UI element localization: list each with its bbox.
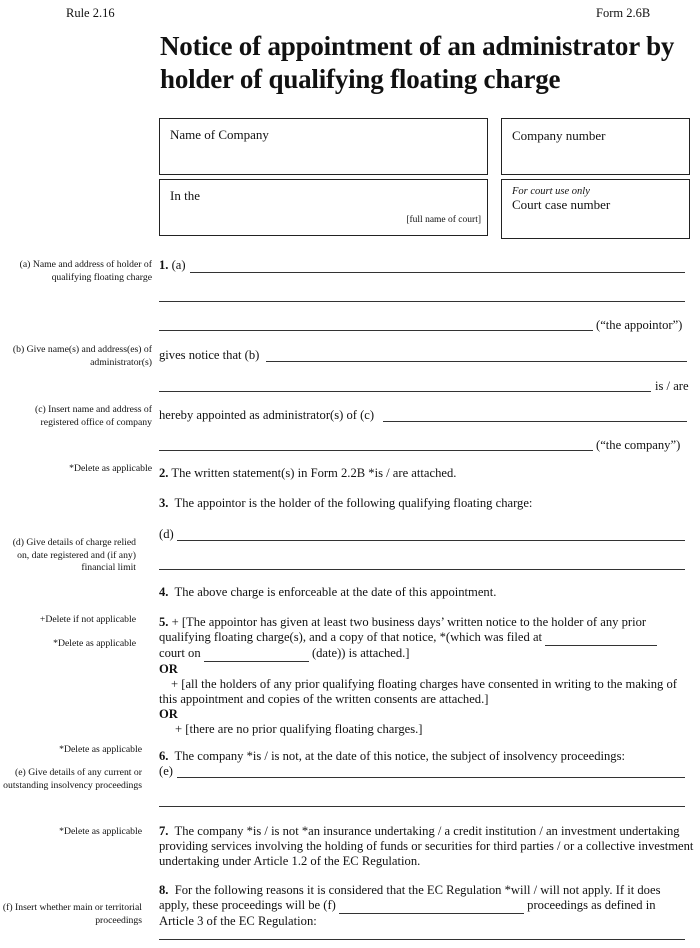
margin-note-delete-7: *Delete as applicable <box>59 826 142 837</box>
charge-line-1[interactable] <box>177 540 685 541</box>
filed-at-court-field[interactable] <box>545 630 657 646</box>
page-title: Notice of appointment of an administrator by holder of qualifying floating charge <box>160 31 675 94</box>
margin-note-a: (a) Name and address of holder of qualifying floating charge <box>19 259 152 283</box>
court-name-box[interactable] <box>159 179 488 236</box>
section-2: 2. The written statement(s) in Form 2.2B *is / are attached. <box>159 466 457 480</box>
administrator-line-2[interactable] <box>159 391 651 392</box>
section-3: 3. The appointor is the holder of the following qualifying floating charge: <box>159 496 533 510</box>
proceedings-line-1[interactable] <box>177 777 685 778</box>
margin-note-f: (f) Insert whether main or territorial proceedings <box>2 902 142 926</box>
company-name-box[interactable] <box>159 118 488 175</box>
section-6: 6. The company *is / is not, at the date of this notice, the subject of insolvency proceedings: <box>159 749 625 763</box>
section-7: 7. The company *is / is not *an insurance undertaking / a credit institution / an investment undertaking providing services involving the holding of funds or securities for third parties / or a collective investment undertaking under Article 1.2 of the EC Regulation. <box>159 824 694 868</box>
company-line-2[interactable] <box>159 450 593 451</box>
reasons-line-1[interactable] <box>159 939 685 940</box>
company-number-box[interactable] <box>501 118 690 175</box>
court-case-box[interactable] <box>501 179 690 239</box>
margin-note-delete-2: *Delete as applicable <box>69 463 152 474</box>
appointor-line-3[interactable] <box>159 330 593 331</box>
the-company-label: (“the company”) <box>596 438 681 452</box>
proceedings-line-2[interactable] <box>159 806 685 807</box>
section-8: 8. For the following reasons it is considered that the EC Regulation *will / will not apply. If it does apply, these proceedings will be (f) proceedings as defined in Article 3 of the EC Regulation: <box>159 883 661 928</box>
rule-number: Rule 2.16 <box>66 6 115 20</box>
proceedings-type-field[interactable] <box>339 898 524 914</box>
margin-note-delete-5: *Delete as applicable <box>53 638 136 649</box>
appointor-line-1[interactable] <box>190 272 685 273</box>
margin-note-plus-5: +Delete if not applicable <box>39 614 136 625</box>
administrator-line-1[interactable] <box>266 361 687 362</box>
court-label: In the <box>170 188 200 203</box>
proceedings-e-label: (e) <box>159 764 173 778</box>
appointor-label: (“the appointor”) <box>596 318 683 332</box>
notice-date-field[interactable] <box>204 646 309 662</box>
section-4: 4. The above charge is enforceable at the date of this appointment. <box>159 585 497 599</box>
company-line-1[interactable] <box>383 421 687 422</box>
margin-note-c: (c) Insert name and address of registered office of company <box>34 404 152 428</box>
section-5: 5. + [The appointor has given at least two business days’ written notice to the holder of any prior qualifying floating charge(s), and a copy of that notice, *(which was filed at court on (date)) is attached.] OR + [all the holders of any prior qualifying floating charges have consented in writing to the making of this appointment and copies of the written consents are attached.] OR + [there are no prior qualifying floating charges.] <box>159 615 677 736</box>
charge-d-label: (d) <box>159 527 174 541</box>
margin-note-e: (e) Give details of any current or outstanding insolvency proceedings <box>3 767 142 791</box>
appointor-line-2[interactable] <box>159 301 685 302</box>
margin-note-d: (d) Give details of charge relied on, date registered and (if any) financial limit <box>12 537 136 573</box>
court-case-label: Court case number <box>512 197 611 212</box>
section-1-heading: 1. (a) <box>159 258 186 272</box>
margin-note-delete-6: *Delete as applicable <box>59 744 142 755</box>
charge-line-2[interactable] <box>159 569 685 570</box>
court-use-note: For court use only <box>512 186 590 197</box>
margin-note-b: (b) Give name(s) and address(es) of administrator(s) <box>12 344 152 368</box>
form-number: Form 2.6B <box>596 6 651 20</box>
gives-notice-text: gives notice that (b) <box>159 348 260 362</box>
court-hint: [full name of court] <box>406 215 481 225</box>
company-name-label: Name of Company <box>170 127 269 142</box>
hereby-appointed-text: hereby appointed as administrator(s) of (c) <box>159 408 375 422</box>
is-are-text: is / are <box>655 379 689 393</box>
company-number-label: Company number <box>512 128 606 143</box>
